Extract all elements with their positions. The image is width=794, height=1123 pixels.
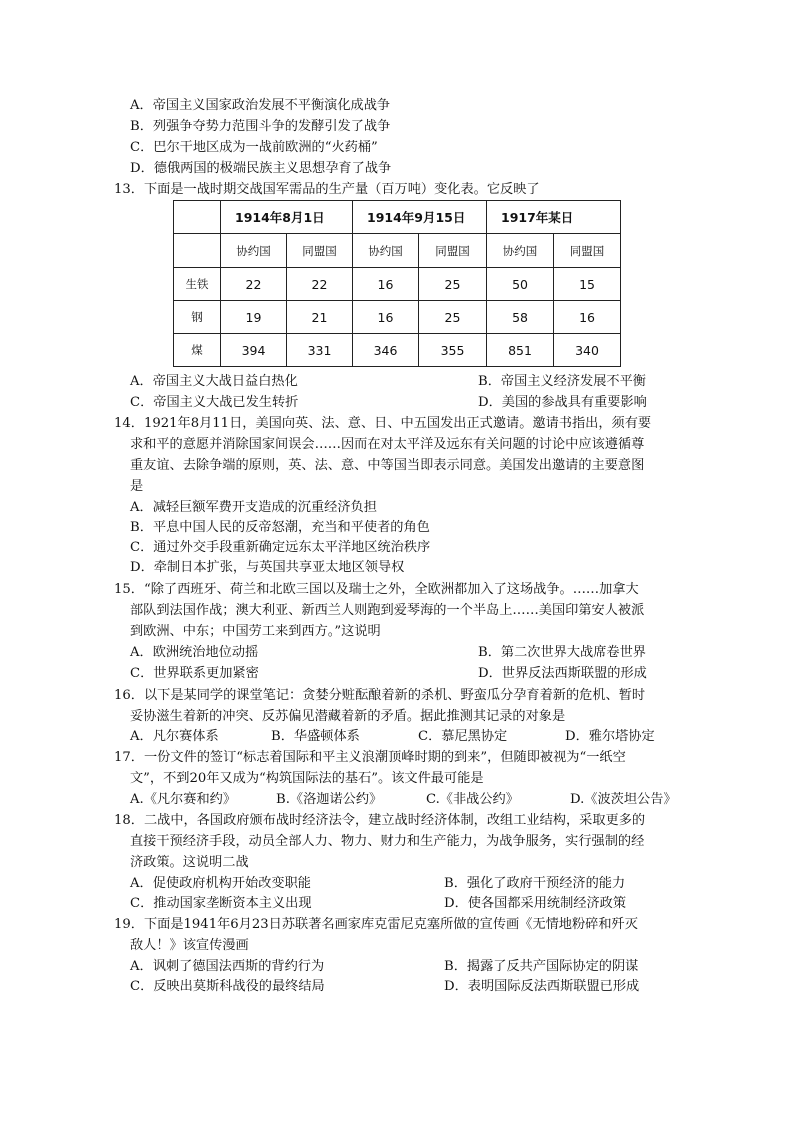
table-corner-cell (174, 201, 221, 234)
q19-option-c: C．反映出莫斯科战役的最终结局 (130, 979, 325, 994)
q17-option-c: C.《非战公约》 (426, 792, 519, 807)
side-header: 同盟国 (419, 234, 487, 268)
table-cell: 394 (221, 334, 287, 367)
q18-option-b: B．强化了政府干预经济的能力 (444, 876, 626, 891)
row-label: 钢 (174, 301, 221, 334)
q18-option-c: C．推动国家垄断资本主义出现 (130, 896, 312, 911)
q17-option-a: A.《凡尔赛和约》 (130, 792, 237, 807)
q14-stem-line: 重友谊、去除争端的原则，英、法、意、中等国当即表示同意。美国发出邀请的主要意图 (130, 458, 645, 473)
q12-option-b: B．列强争夺势力范围斗争的发酵引发了战争 (130, 119, 391, 134)
q13-stem: 13．下面是一战时期交战国军需品的生产量（百万吨）变化表。它反映了 (114, 182, 540, 197)
q18-stem-line: 直接干预经济手段，动员全部人力、物力、财力和生产能力，为战争服务，实行强制的经 (130, 834, 645, 849)
q14-stem-line: 求和平的意愿并消除国家间误会……因而在对太平洋及远东有关问题的讨论中应该遵循尊 (130, 437, 645, 452)
q13-option-d: D．美国的参战具有重要影响 (478, 395, 647, 410)
q16-stem-line: 16．以下是某同学的课堂笔记：贪婪分赃酝酿着新的杀机、野蛮瓜分孕育着新的危机、暂时 (114, 688, 646, 703)
q17-stem-line: 文”，不到20年又成为“构筑国际法的基石”。该文件最可能是 (130, 771, 484, 786)
q18-option-d: D．使各国都采用统制经济政策 (444, 896, 627, 911)
q13-option-b: B．帝国主义经济发展不平衡 (478, 374, 646, 389)
period-header: 1917年某日 (487, 201, 621, 234)
q19-option-b: B．揭露了反共产国际协定的阴谋 (444, 959, 639, 974)
q15-option-c: C．世界联系更加紧密 (130, 666, 259, 681)
table-cell: 15 (554, 268, 621, 301)
q14-stem-line: 是 (130, 479, 144, 494)
table-cell: 340 (554, 334, 621, 367)
table-cell: 16 (353, 301, 419, 334)
side-header: 协约国 (221, 234, 287, 268)
q14-option-b: B．平息中国人民的反帝怒潮，充当和平使者的角色 (130, 520, 430, 535)
table-row (174, 334, 621, 367)
q12-option-a: A．帝国主义国家政治发展不平衡演化成战争 (130, 98, 391, 113)
q19-stem-line: 19．下面是1941年6月23日苏联著名画家库克雷尼克塞所做的宣传画《无情地粉碎和歼灭 (114, 917, 638, 932)
table-cell: 19 (221, 301, 287, 334)
q19-option-a: A．讽刺了德国法西斯的背约行为 (130, 959, 325, 974)
q15-stem-line: 15．“除了西班牙、荷兰和北欧三国以及瑞士之外，全欧洲都加入了这场战争。……加拿大 (114, 582, 639, 597)
q13-option-a: A．帝国主义大战日益白热化 (130, 374, 298, 389)
side-header: 同盟国 (287, 234, 353, 268)
table-corner-cell (174, 234, 221, 268)
q15-option-a: A．欧洲统治地位动摇 (130, 645, 259, 660)
table-cell: 355 (419, 334, 487, 367)
q16-option-a: A．凡尔赛体系 (130, 729, 219, 744)
q16-stem-line: 妥协滋生着新的冲突、反苏偏见潜藏着新的矛盾。据此推测其记录的对象是 (130, 709, 566, 724)
q16-option-c: C．慕尼黑协定 (418, 729, 508, 744)
q14-stem-line: 14．1921年8月11日，美国向英、法、意、日、中五国发出正式邀请。邀请书指出，须有要 (114, 416, 652, 431)
table-cell: 50 (487, 268, 554, 301)
q19-option-d: D．表明国际反法西斯联盟已形成 (444, 979, 640, 994)
table-cell: 16 (353, 268, 419, 301)
period-header: 1914年8月1日 (221, 201, 353, 234)
q16-option-b: B．华盛顿体系 (271, 729, 360, 744)
table-cell: 16 (554, 301, 621, 334)
table-cell: 851 (487, 334, 554, 367)
side-header: 协约国 (353, 234, 419, 268)
row-label: 煤 (174, 334, 221, 367)
q12-option-c: C．巴尔干地区成为一战前欧洲的“火药桶” (130, 140, 378, 155)
q18-stem-line: 济政策。这说明二战 (130, 855, 249, 870)
side-header: 同盟国 (554, 234, 621, 268)
row-label: 生铁 (174, 268, 221, 301)
q13-option-c: C．帝国主义大战已发生转折 (130, 395, 299, 410)
table-cell: 21 (287, 301, 353, 334)
q17-option-b: B.《洛迦诺公约》 (276, 792, 383, 807)
period-header: 1914年9月15日 (353, 201, 487, 234)
q17-option-d: D.《波茨坦公告》 (570, 792, 677, 807)
table-cell: 25 (419, 268, 487, 301)
q17-stem-line: 17．一份文件的签订“标志着国际和平主义浪潮顶峰时期的到来”，但随即被视为“一纸空 (114, 750, 626, 765)
q15-stem-line: 部队到法国作战；澳大利亚、新西兰人则跑到爱琴海的一个半岛上……美国印第安人被派 (130, 603, 645, 618)
table-cell: 25 (419, 301, 487, 334)
table-row (174, 301, 621, 334)
side-header: 协约国 (487, 234, 554, 268)
q16-option-d: D．雅尔塔协定 (565, 729, 655, 744)
table-row (174, 268, 621, 301)
table-cell: 22 (287, 268, 353, 301)
q14-option-a: A．减轻巨额军费开支造成的沉重经济负担 (130, 500, 377, 515)
table-cell: 346 (353, 334, 419, 367)
q15-option-b: B．第二次世界大战席卷世界 (478, 645, 646, 660)
q19-stem-line: 敌人！》该宣传漫画 (130, 938, 249, 953)
production-table (173, 200, 621, 367)
table-header-periods (174, 201, 621, 234)
q18-option-a: A．促使政府机构开始改变职能 (130, 876, 311, 891)
q15-stem-line: 到欧洲、中东；中国劳工来到西方。”这说明 (130, 624, 381, 639)
q14-option-c: C．通过外交手段重新确定远东太平洋地区统治秩序 (130, 540, 431, 555)
table-cell: 331 (287, 334, 353, 367)
table-header-sides (174, 234, 621, 268)
table-cell: 58 (487, 301, 554, 334)
q15-option-d: D．世界反法西斯联盟的形成 (478, 666, 647, 681)
table-cell: 22 (221, 268, 287, 301)
q12-option-d: D．德俄两国的极端民族主义思想孕育了战争 (130, 161, 392, 176)
q18-stem-line: 18．二战中，各国政府颁布战时经济法令，建立战时经济体制，改组工业结构，采取更多的 (114, 813, 646, 828)
q14-option-d: D．牵制日本扩张，与英国共享亚太地区领导权 (130, 560, 405, 575)
